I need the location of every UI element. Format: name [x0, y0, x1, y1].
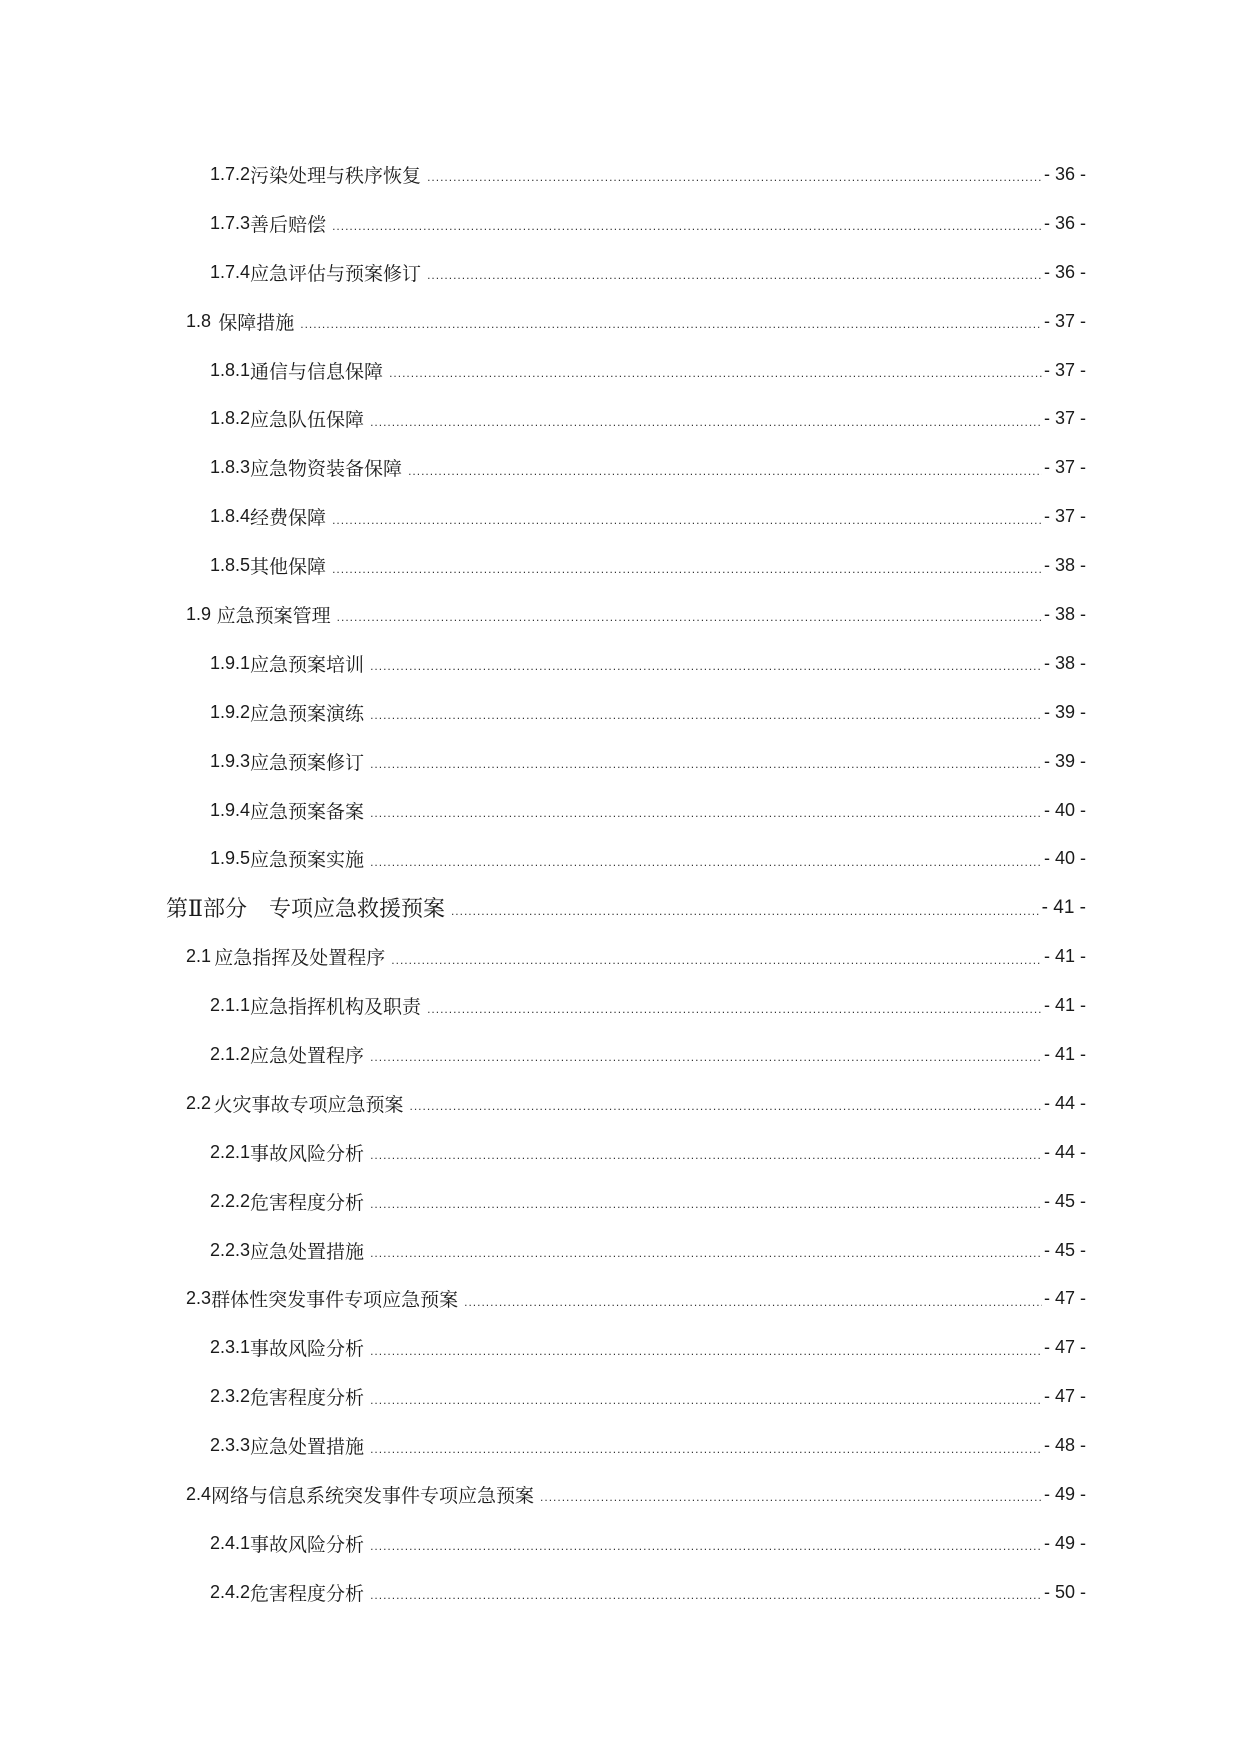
- toc-entry-page-number: - 37 -: [1043, 408, 1086, 429]
- toc-entry-number: 1.7.4: [210, 261, 251, 282]
- toc-entry-number: 1.9.5: [210, 848, 251, 869]
- toc-leader-dots: [332, 513, 1042, 527]
- toc-entry-number: 2.2.1: [210, 1141, 251, 1162]
- toc-entry-number: 2.4: [186, 1483, 212, 1504]
- toc-entry-page-number: - 37 -: [1043, 457, 1086, 478]
- toc-entry-number: 2.1.1: [210, 995, 251, 1016]
- toc-entry[interactable]: [0, 1226, 1086, 1275]
- toc-entry-number: 1.9.1: [210, 652, 251, 673]
- toc-leader-dots: [370, 659, 1042, 673]
- toc-entry[interactable]: [0, 1372, 1086, 1421]
- toc-entry-page-number: - 41 -: [1043, 946, 1086, 967]
- toc-entry[interactable]: [0, 1519, 1086, 1568]
- toc-entry-title: 群体性突发事件专项应急预案: [211, 1289, 459, 1312]
- toc-entry-number: 2.1: [186, 946, 212, 967]
- toc-entry-title: 危害程度分析: [250, 1387, 365, 1410]
- toc-leader-dots: [540, 1490, 1042, 1504]
- toc-entry-title: 应急队伍保障: [250, 409, 365, 432]
- toc-entry-title: 保障措施: [218, 311, 295, 334]
- toc-entry-page-number: - 41 -: [1041, 896, 1086, 918]
- toc-entry-title: 应急预案实施: [250, 849, 365, 872]
- toc-entry-page-number: - 37 -: [1043, 506, 1086, 527]
- toc-entry[interactable]: [0, 590, 1086, 639]
- toc-entry-page-number: - 39 -: [1043, 750, 1086, 771]
- toc-entry[interactable]: [0, 199, 1086, 248]
- toc-entry[interactable]: [0, 1568, 1086, 1617]
- toc-entry[interactable]: [0, 1177, 1086, 1226]
- toc-leader-dots: [370, 415, 1042, 429]
- toc-leader-dots: [427, 1002, 1042, 1016]
- toc-entry-number: 1.9.3: [210, 750, 251, 771]
- toc-entry-title: 第Ⅱ部分 专项应急救援预案: [166, 897, 445, 923]
- toc-entry[interactable]: [0, 1421, 1086, 1470]
- toc-leader-dots: [451, 904, 1040, 918]
- toc-entry-title: 通信与信息保障: [250, 360, 384, 383]
- toc-entry-number: 2.3.1: [210, 1337, 251, 1358]
- toc-entry-page-number: - 50 -: [1043, 1581, 1086, 1602]
- toc-entry[interactable]: [0, 737, 1086, 786]
- toc-entry-title: 事故风险分析: [250, 1338, 365, 1361]
- toc-entry-title: 网络与信息系统突发事件专项应急预案: [211, 1484, 535, 1507]
- toc-entry-number: 1.8.2: [210, 408, 251, 429]
- toc-leader-dots: [370, 1393, 1042, 1407]
- toc-entry[interactable]: [0, 248, 1086, 297]
- toc-leader-dots: [370, 1197, 1042, 1211]
- toc-leader-dots: [370, 1588, 1042, 1602]
- toc-entry-number: 2.4.1: [210, 1532, 251, 1553]
- toc-entry-number: 1.9.2: [210, 701, 251, 722]
- toc-entry-number: 2.2.3: [210, 1239, 251, 1260]
- toc-entry-title: 应急预案演练: [250, 702, 365, 725]
- toc-entry-title: 应急物资装备保障: [250, 458, 403, 481]
- toc-entry[interactable]: [0, 346, 1086, 395]
- toc-entry-title: 应急指挥及处置程序: [214, 947, 386, 970]
- toc-entry[interactable]: [0, 639, 1086, 688]
- toc-entry-number: 1.7.3: [210, 212, 251, 233]
- toc-leader-dots: [337, 610, 1042, 624]
- toc-entry-title: 应急预案备案: [250, 800, 365, 823]
- toc-entry-page-number: - 48 -: [1043, 1435, 1086, 1456]
- toc-entry[interactable]: [0, 786, 1086, 835]
- toc-entry[interactable]: [0, 981, 1086, 1030]
- toc-entry-page-number: - 47 -: [1043, 1386, 1086, 1407]
- toc-entry-title: 危害程度分析: [250, 1582, 365, 1605]
- toc-entry-page-number: - 49 -: [1043, 1483, 1086, 1504]
- toc-entry[interactable]: [0, 541, 1086, 590]
- toc-entry[interactable]: [0, 492, 1086, 541]
- toc-entry-page-number: - 40 -: [1043, 848, 1086, 869]
- toc-entry-title: 应急指挥机构及职责: [250, 996, 422, 1019]
- toc-leader-dots: [370, 1539, 1042, 1553]
- toc-entry-title: 污染处理与秩序恢复: [250, 164, 422, 187]
- toc-leader-dots: [370, 1344, 1042, 1358]
- toc-entry-title: 应急评估与预案修订: [250, 262, 422, 285]
- toc-entry[interactable]: [0, 150, 1086, 199]
- toc-entry-number: 1.8: [186, 310, 212, 331]
- toc-leader-dots: [300, 317, 1042, 331]
- toc-entry-page-number: - 49 -: [1043, 1532, 1086, 1553]
- toc-entry-number: 1.9.4: [210, 799, 251, 820]
- toc-entry-page-number: - 44 -: [1043, 1092, 1086, 1113]
- toc-leader-dots: [408, 464, 1042, 478]
- toc-entry[interactable]: [0, 1128, 1086, 1177]
- toc-leader-dots: [410, 1099, 1042, 1113]
- toc-leader-dots: [464, 1295, 1042, 1309]
- toc-entry-page-number: - 37 -: [1043, 359, 1086, 380]
- toc-leader-dots: [370, 757, 1042, 771]
- toc-entry-title: 事故风险分析: [250, 1142, 365, 1165]
- toc-entry-page-number: - 38 -: [1043, 555, 1086, 576]
- toc-entry-number: 2.4.2: [210, 1581, 251, 1602]
- toc-entry-title: 应急处置措施: [250, 1240, 365, 1263]
- toc-entry-number: 1.8.1: [210, 359, 251, 380]
- toc-entry-title: 其他保障: [250, 556, 327, 579]
- toc-entry[interactable]: [0, 1470, 1086, 1519]
- toc-entry-page-number: - 36 -: [1043, 212, 1086, 233]
- toc-entry-number: 1.7.2: [210, 163, 251, 184]
- toc-entry-title: 事故风险分析: [250, 1533, 365, 1556]
- toc-leader-dots: [427, 268, 1042, 282]
- toc-entry-page-number: - 41 -: [1043, 995, 1086, 1016]
- toc-entry-number: 1.9: [186, 603, 212, 624]
- toc-entry[interactable]: [0, 1079, 1086, 1128]
- toc-entry-title: 应急预案管理: [216, 604, 331, 627]
- toc-entry-page-number: - 47 -: [1043, 1337, 1086, 1358]
- toc-entry-page-number: - 45 -: [1043, 1190, 1086, 1211]
- toc-entry-number: 1.8.4: [210, 506, 251, 527]
- toc-entry-title: 应急预案修订: [250, 751, 365, 774]
- toc-leader-dots: [370, 1148, 1042, 1162]
- toc-entry-page-number: - 45 -: [1043, 1239, 1086, 1260]
- toc-leader-dots: [370, 1050, 1042, 1064]
- toc-entry[interactable]: [0, 1274, 1086, 1323]
- toc-leader-dots: [370, 708, 1042, 722]
- toc-leader-dots: [391, 953, 1042, 967]
- toc-entry-number: 2.2.2: [210, 1190, 251, 1211]
- toc-leader-dots: [370, 855, 1042, 869]
- toc-entry-page-number: - 38 -: [1043, 603, 1086, 624]
- toc-entry[interactable]: [0, 1323, 1086, 1372]
- toc-entry-number: 2.3.3: [210, 1435, 251, 1456]
- toc-leader-dots: [370, 1442, 1042, 1456]
- toc-entry-number: 2.3.2: [210, 1386, 251, 1407]
- toc-entry[interactable]: [0, 932, 1086, 981]
- toc-entry-page-number: - 36 -: [1043, 261, 1086, 282]
- toc-leader-dots: [370, 1246, 1042, 1260]
- toc-entry-page-number: - 44 -: [1043, 1141, 1086, 1162]
- toc-entry-page-number: - 41 -: [1043, 1043, 1086, 1064]
- toc-entry-page-number: - 36 -: [1043, 163, 1086, 184]
- toc-entry-title: 应急预案培训: [250, 653, 365, 676]
- toc-entry-page-number: - 39 -: [1043, 701, 1086, 722]
- toc-entry-page-number: - 40 -: [1043, 799, 1086, 820]
- toc-entry-title: 应急处置程序: [250, 1044, 365, 1067]
- toc-leader-dots: [427, 170, 1042, 184]
- toc-entry[interactable]: [0, 443, 1086, 492]
- toc-leader-dots: [332, 562, 1042, 576]
- toc-entry[interactable]: [0, 834, 1086, 883]
- toc-entry-number: 1.8.3: [210, 457, 251, 478]
- toc-entry-title: 善后赔偿: [250, 213, 327, 236]
- toc-entry[interactable]: [0, 883, 1086, 932]
- toc-entry[interactable]: [0, 688, 1086, 737]
- toc-entry-page-number: - 37 -: [1043, 310, 1086, 331]
- toc-leader-dots: [389, 366, 1042, 380]
- toc-entry-number: 2.2: [186, 1092, 212, 1113]
- table-of-contents: [0, 150, 1241, 1617]
- toc-entry-title: 经费保障: [250, 507, 327, 530]
- toc-entry[interactable]: [0, 297, 1086, 346]
- toc-entry-number: 2.1.2: [210, 1043, 251, 1064]
- toc-leader-dots: [332, 219, 1042, 233]
- toc-entry-title: 危害程度分析: [250, 1191, 365, 1214]
- toc-entry-number: 2.3: [186, 1288, 212, 1309]
- toc-entry-page-number: - 47 -: [1043, 1288, 1086, 1309]
- toc-entry-title: 火灾事故专项应急预案: [213, 1093, 404, 1116]
- toc-leader-dots: [370, 806, 1042, 820]
- toc-entry-page-number: - 38 -: [1043, 652, 1086, 673]
- toc-entry[interactable]: [0, 394, 1086, 443]
- toc-entry-number: 1.8.5: [210, 555, 251, 576]
- toc-entry-title: 应急处置措施: [250, 1436, 365, 1459]
- toc-entry[interactable]: [0, 1030, 1086, 1079]
